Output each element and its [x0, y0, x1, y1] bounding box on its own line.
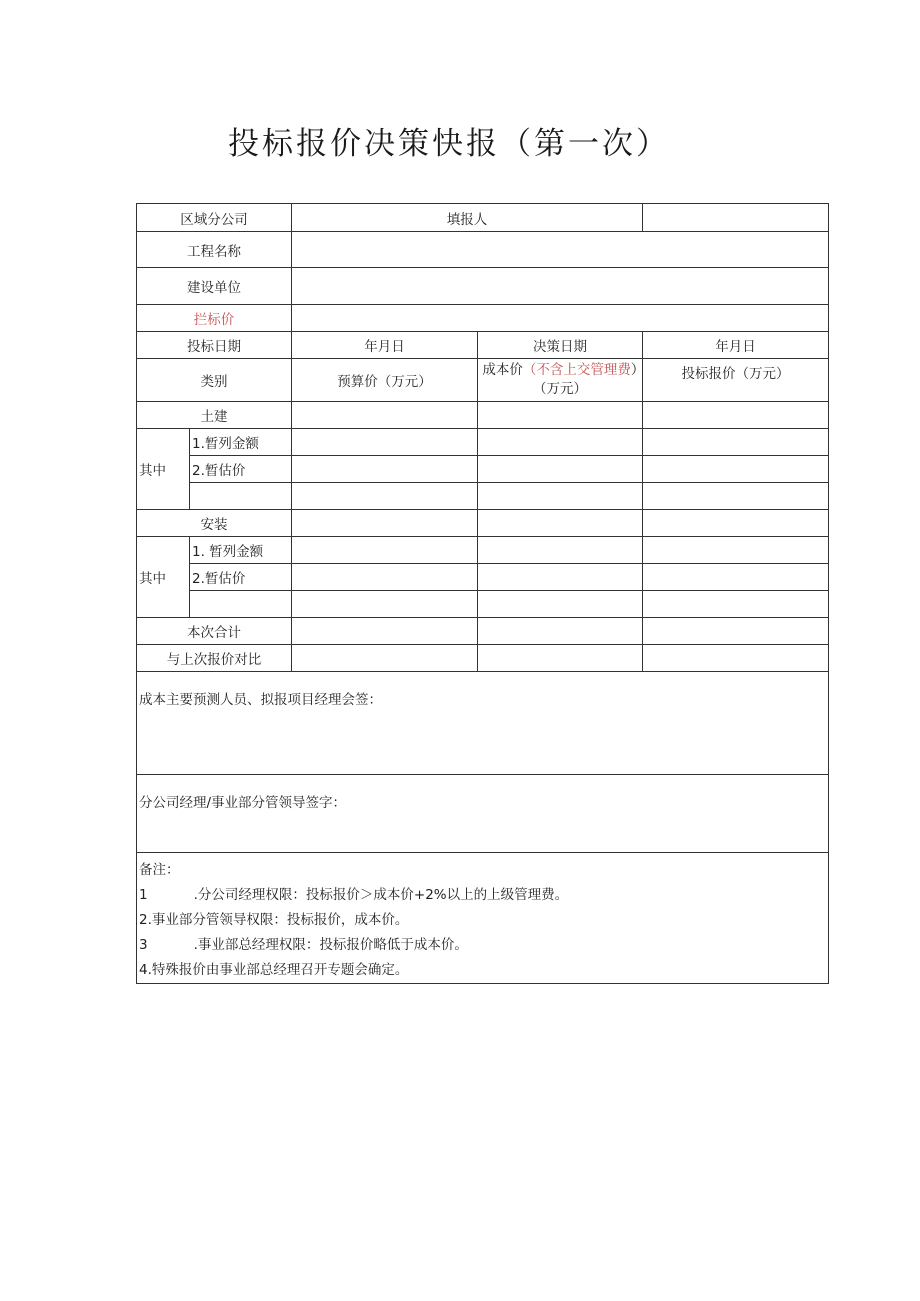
note-1 — [139, 883, 826, 908]
civil-budget[interactable] — [292, 402, 478, 429]
bid-decision-form — [136, 203, 829, 984]
install-provisional-budget[interactable] — [292, 537, 478, 564]
civil-extra-cost[interactable] — [478, 483, 643, 510]
note-3-text: .事业部总经理权限：投标报价略低于成本价。 — [193, 937, 468, 953]
civil-provisional-budget[interactable] — [292, 429, 478, 456]
civil-provisional-cost[interactable] — [478, 429, 643, 456]
civil-estimated-label: 2.暂估价 — [190, 456, 292, 483]
install-estimated-bid[interactable] — [643, 564, 829, 591]
civil-provisional-label: 1.暂列金额 — [190, 429, 292, 456]
install-cost[interactable] — [478, 510, 643, 537]
category-header: 类别 — [137, 359, 292, 402]
cost-sign-label: 成本主要预测人员、拟报项目经理会签： — [139, 692, 382, 708]
note-2: 2.事业部分管领导权限：投标报价，成本价。 — [139, 912, 409, 928]
civil-extra-budget[interactable] — [292, 483, 478, 510]
notes-block — [137, 853, 829, 984]
bid-price-header: 投标报价（万元） — [643, 359, 829, 402]
decision-date-value[interactable]: 年月日 — [643, 332, 829, 359]
decision-date-label: 决策日期 — [478, 332, 643, 359]
civil-estimated-bid[interactable] — [643, 456, 829, 483]
note-1-number: 1 — [139, 887, 148, 903]
filler-value[interactable] — [643, 204, 829, 232]
note-1-text: .分公司经理权限：投标报价＞成本价+2%以上的上级管理费。 — [193, 887, 569, 903]
project-name-value[interactable] — [292, 232, 829, 268]
install-estimated-cost[interactable] — [478, 564, 643, 591]
page-title: 投标报价决策快报（第一次） — [228, 126, 670, 162]
install-estimated-budget[interactable] — [292, 564, 478, 591]
install-extra-bid[interactable] — [643, 591, 829, 618]
civil-provisional-bid[interactable] — [643, 429, 829, 456]
cost-sign-area[interactable] — [137, 672, 829, 775]
install-of-which-label: 其中 — [137, 537, 190, 618]
note-3-number: 3 — [139, 937, 148, 953]
civil-bid[interactable] — [643, 402, 829, 429]
compare-label: 与上次报价对比 — [137, 645, 292, 672]
install-extra-budget[interactable] — [292, 591, 478, 618]
install-label: 安装 — [137, 510, 292, 537]
total-budget[interactable] — [292, 618, 478, 645]
install-provisional-label: 1. 暂列金额 — [190, 537, 292, 564]
bid-date-label: 投标日期 — [137, 332, 292, 359]
project-name-label: 工程名称 — [137, 232, 292, 268]
total-bid[interactable] — [643, 618, 829, 645]
total-cost[interactable] — [478, 618, 643, 645]
civil-estimated-cost[interactable] — [478, 456, 643, 483]
filler-label: 填报人 — [292, 204, 643, 232]
install-provisional-bid[interactable] — [643, 537, 829, 564]
cost-price-header — [478, 359, 643, 402]
control-price-value[interactable] — [292, 305, 829, 332]
notes-heading: 备注： — [139, 862, 180, 878]
total-label: 本次合计 — [137, 618, 292, 645]
cost-price-note: （不含上交管理费 — [522, 362, 631, 378]
manager-sign-area[interactable] — [137, 775, 829, 853]
civil-extra-bid[interactable] — [643, 483, 829, 510]
civil-extra-label[interactable] — [190, 483, 292, 510]
civil-estimated-budget[interactable] — [292, 456, 478, 483]
note-3 — [139, 933, 826, 958]
cost-price-unit: ）（万元） — [533, 362, 638, 397]
compare-bid[interactable] — [643, 645, 829, 672]
control-price-label: 拦标价 — [137, 305, 292, 332]
note-4: 4.特殊报价由事业部总经理召开专题会确定。 — [139, 962, 409, 978]
builder-value[interactable] — [292, 268, 829, 305]
compare-cost[interactable] — [478, 645, 643, 672]
manager-sign-label: 分公司经理/事业部分管领导签字： — [139, 795, 347, 811]
region-label: 区域分公司 — [137, 204, 292, 232]
builder-label: 建设单位 — [137, 268, 292, 305]
bid-date-value[interactable]: 年月日 — [292, 332, 478, 359]
compare-budget[interactable] — [292, 645, 478, 672]
install-extra-label[interactable] — [190, 591, 292, 618]
civil-label: 土建 — [137, 402, 292, 429]
install-budget[interactable] — [292, 510, 478, 537]
install-provisional-cost[interactable] — [478, 537, 643, 564]
install-extra-cost[interactable] — [478, 591, 643, 618]
civil-cost[interactable] — [478, 402, 643, 429]
install-bid[interactable] — [643, 510, 829, 537]
budget-price-header: 预算价（万元） — [292, 359, 478, 402]
cost-price-text: 成本价 — [482, 362, 523, 378]
civil-of-which-label: 其中 — [137, 429, 190, 510]
install-estimated-label: 2.暂估价 — [190, 564, 292, 591]
